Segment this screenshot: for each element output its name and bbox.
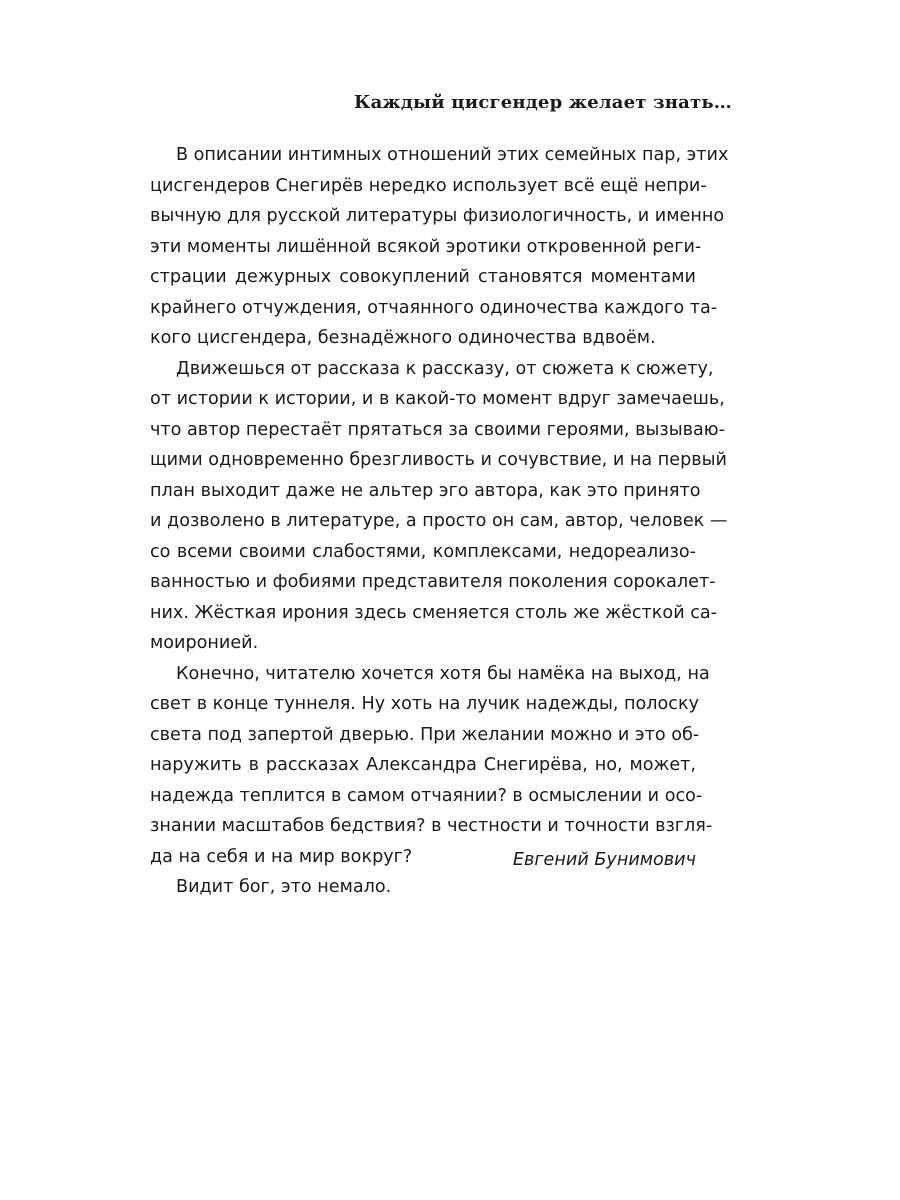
text-line: цисгендеров Снегирёв нередко использует всё ещё непри- [150, 175, 707, 196]
text-line: них. Жёсткая ирония здесь сменяется столь же жёсткой са- [150, 602, 718, 623]
text-line: моиронией. [150, 633, 259, 653]
body-text [150, 140, 729, 903]
text-line: вычную для русской литературы физиологичность, и именно [150, 206, 725, 226]
text-line: В описании интимных отношений этих семейных пар, этих [176, 145, 729, 165]
text-line: надежда теплится в самом отчаянии? в осмыслении и осо- [150, 785, 703, 806]
text-line: страции дежурных совокуплений становятся моментами [150, 267, 696, 287]
text-line: щими одновременно брезгливость и сочувствие, и на первый [150, 450, 727, 470]
text-line: свет в конце туннеля. Ну хоть на лучик надежды, полоску [150, 694, 700, 714]
text-line: да на себя и на мир вокруг? [150, 846, 413, 867]
text-line: Конечно, читателю хочется хотя бы намёка на выход, на [176, 663, 710, 684]
text-line: от истории к истории, и в какой-то момент вдруг замечаешь, [150, 389, 725, 409]
text-line: со всеми своими слабостями, комплексами, недореализо- [150, 541, 696, 562]
text-line: ванностью и фобиями представителя поколения сорокалет- [150, 572, 716, 592]
running-head: Каждый цисгендер желает знать… [354, 92, 732, 113]
text-line: света под запертой дверью. При желании можно и это об- [150, 724, 700, 745]
author-signature: Евгений Бунимович [512, 850, 696, 870]
text-line: крайнего отчуждения, отчаянного одиночества каждого та- [150, 297, 718, 318]
text-line: и дозволено в литературе, а просто он сам, автор, человек — [150, 511, 728, 531]
text-line: наружить в рассказах Александра Снегирёва, но, может, [150, 755, 696, 775]
text-line: что автор перестаёт прятаться за своими героями, вызываю- [150, 419, 725, 440]
text-line: план выходит даже не альтер эго автора, как это принято [150, 480, 701, 501]
text-line: эти моменты лишённой всякой эротики откровенной реги- [150, 236, 702, 257]
text-line: знании масштабов бедствия? в честности и точности взгля- [150, 816, 713, 836]
text-line: Движешься от рассказа к рассказу, от сюжета к сюжету, [176, 358, 714, 379]
text-line: кого цисгендера, безнадёжного одиночества вдвоём. [150, 328, 656, 348]
text-line: Видит бог, это немало. [176, 877, 392, 897]
